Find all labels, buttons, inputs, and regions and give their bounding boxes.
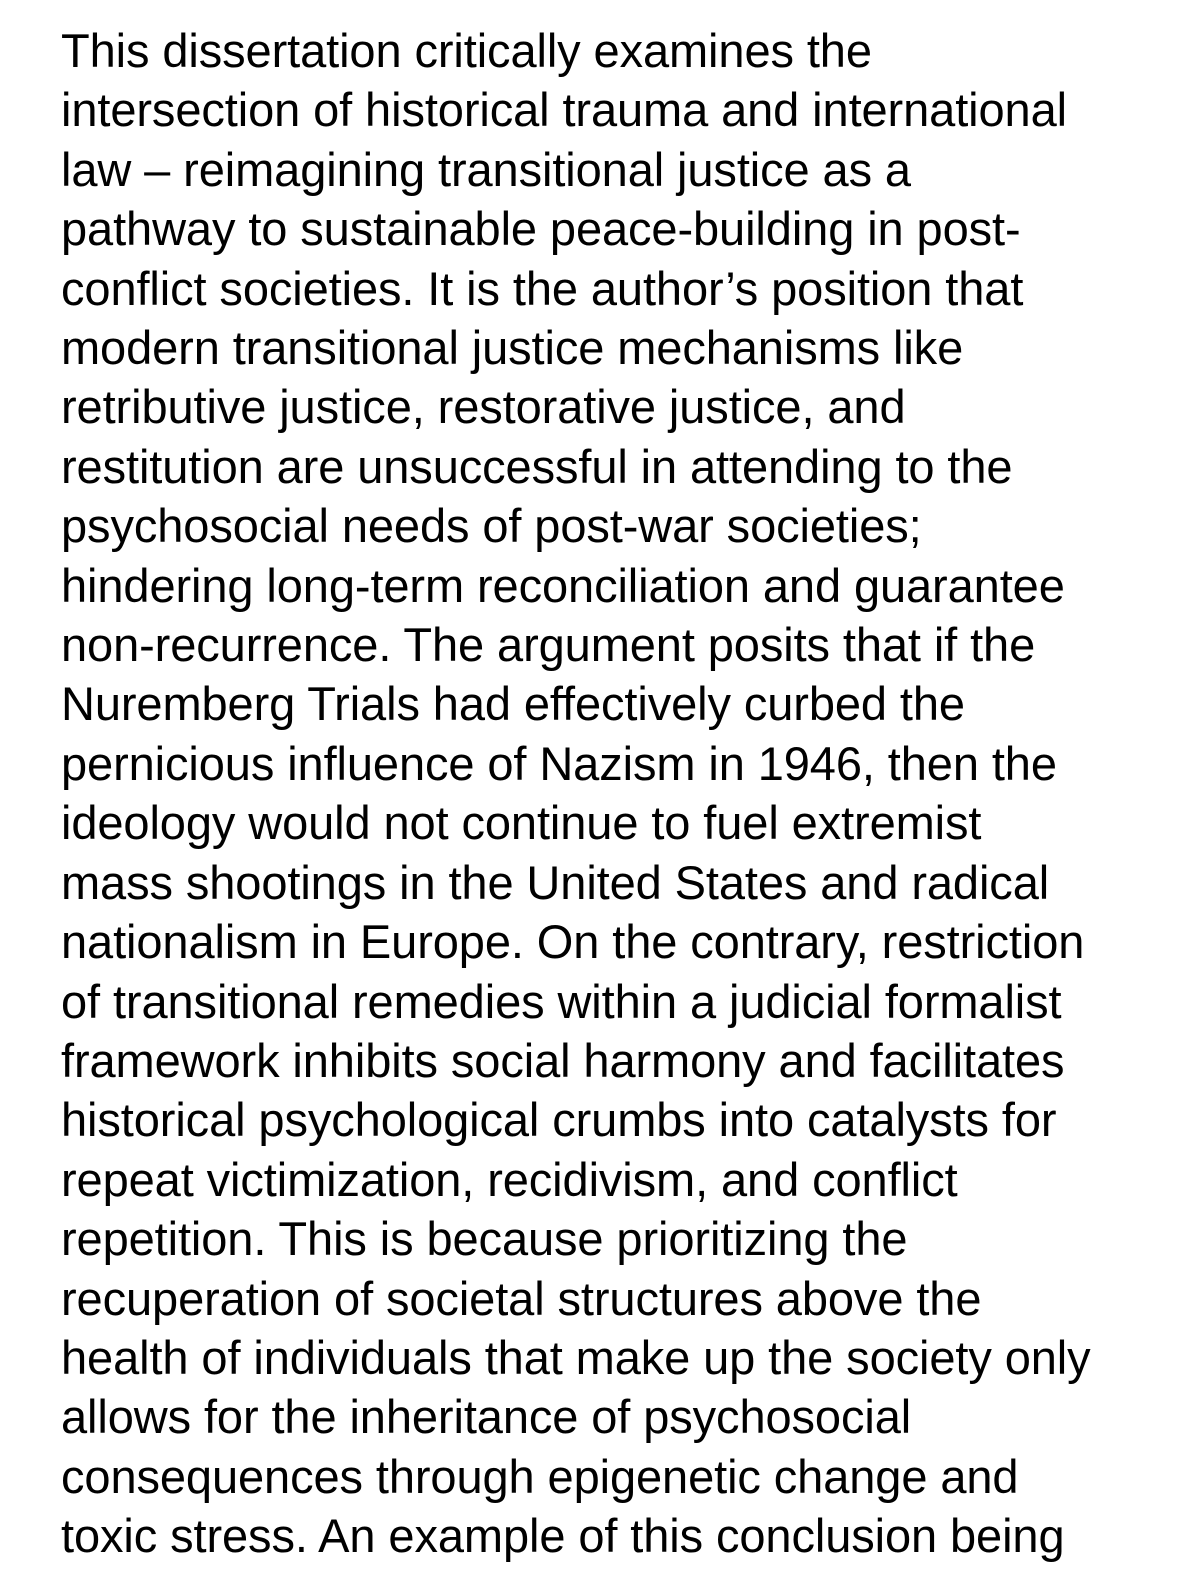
text-line: modern transitional justice mechanisms like xyxy=(61,321,964,375)
text-line: restitution are unsuccessful in attending to the xyxy=(61,439,1013,493)
text-line: health of individuals that make up the society only xyxy=(61,1330,1091,1384)
text-line: mass shootings in the United States and radical xyxy=(61,855,1050,909)
text-line: repeat victimization, recidivism, and conflict xyxy=(61,1152,958,1206)
text-line: framework inhibits social harmony and facilitates xyxy=(61,1033,1065,1087)
text-line: psychosocial needs of post-war societies; xyxy=(61,499,922,553)
text-line: repetition. This is because prioritizing the xyxy=(61,1212,908,1266)
text-line: recuperation of societal structures above the xyxy=(61,1271,982,1325)
text-line: law – reimagining transitional justice as a xyxy=(61,142,911,196)
text-line: ideology would not continue to fuel extremist xyxy=(61,796,982,850)
text-line: nationalism in Europe. On the contrary, restriction xyxy=(61,915,1085,969)
text-line: non-recurrence. The argument posits that if the xyxy=(61,618,1036,672)
text-line: toxic stress. An example of this conclusion being xyxy=(61,1509,1065,1563)
text-line: pernicious influence of Nazism in 1946, then the xyxy=(61,736,1057,790)
text-line: allows for the inheritance of psychosocial xyxy=(61,1390,912,1444)
text-line: conflict societies. It is the author’s position that xyxy=(61,261,1024,315)
text-line: This dissertation critically examines the xyxy=(61,24,872,77)
text-line: consequences through epigenetic change and xyxy=(61,1449,1019,1503)
text-line: of transitional remedies within a judicial formalist xyxy=(61,974,1062,1028)
text-line: retributive justice, restorative justice, and xyxy=(61,380,906,434)
text-line: historical psychological crumbs into catalysts for xyxy=(61,1093,1057,1147)
text-line: Nuremberg Trials had effectively curbed the xyxy=(61,677,965,731)
text-line: pathway to sustainable peace-building in post- xyxy=(61,202,1021,256)
text-line: intersection of historical trauma and international xyxy=(61,83,1067,137)
text-line: hindering long-term reconciliation and guarantee xyxy=(61,558,1065,612)
abstract-paragraph xyxy=(61,21,1171,1566)
